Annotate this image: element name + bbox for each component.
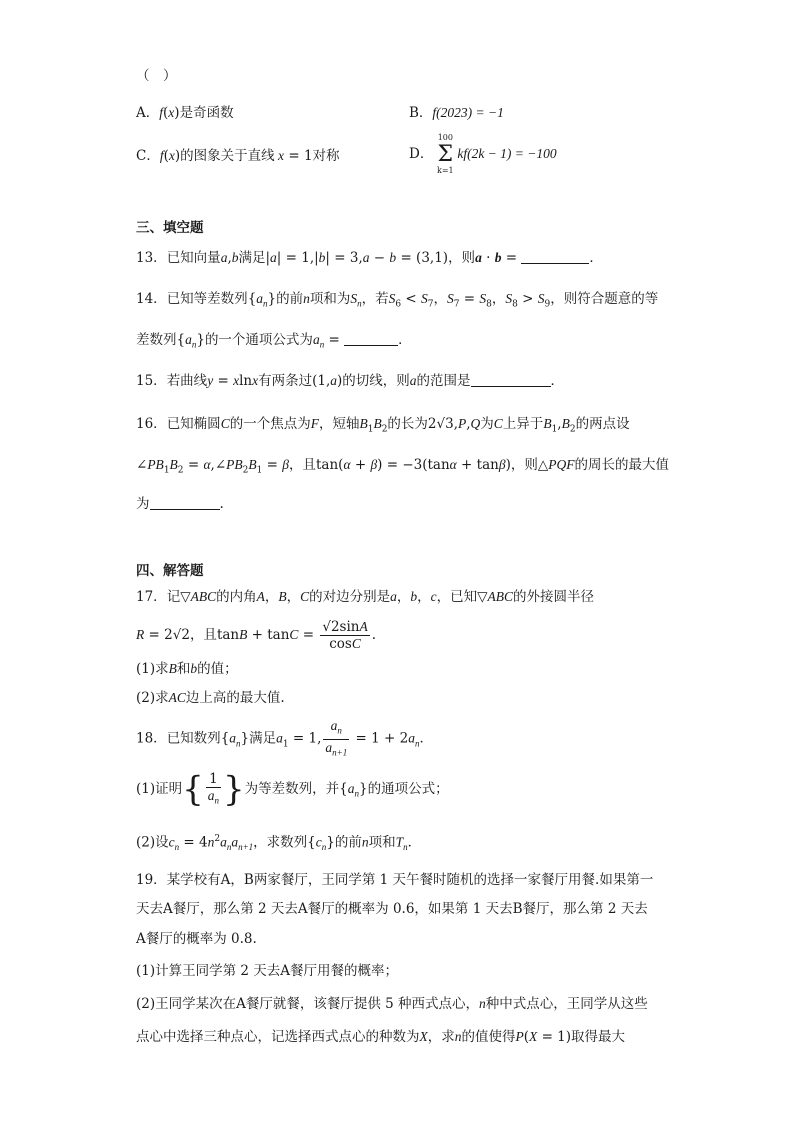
q14-line2: 差数列$\{a_n\}$的一个通项公式为$a_n$ = ． <box>136 332 412 350</box>
answer-blank[interactable] <box>344 345 398 346</box>
q19-line1: 19．某学校有A，B两家餐厅，王同学第 1 天午餐时随机的选择一家餐厅用餐.如果第一 <box>136 872 654 888</box>
q19-line2: 天去A餐厅，那么第 2 天去A餐厅的概率为 0.6，如果第 1 天去B餐厅，那么第 2 天去 <box>136 901 648 917</box>
q16-line3: 为 . <box>136 496 224 512</box>
q17-line1: 17．记▽ABC的内角A，B，C的对边分别是a，b，c，已知▽ABC的外接圆半径 <box>136 589 594 605</box>
q17-part1: (1)求B和b的值； <box>136 661 238 677</box>
answer-blank[interactable] <box>521 263 589 264</box>
q19-part2-line2: 点心中选择三种点心，记选择西式点心的种数为X，求n的值使得P(X = 1)取得最大 <box>136 1029 626 1045</box>
q12-option-c: C．f(x)的图象关于直线 x = 1对称 <box>136 148 340 164</box>
q12-paren: （ ） <box>136 68 177 84</box>
q15: 15．若曲线y = xlnx有两条过(1,a)的切线，则a的范围是 ． <box>136 373 565 389</box>
q19-part2-line1: (2)王同学某次在A餐厅就餐，该餐厅提供 5 种西式点心，n种中式点心，王同学从这些 <box>136 996 648 1012</box>
section-title-fill-blank: 三、填空题 <box>136 220 204 236</box>
q18-part1: (1)证明{ $\frac{1}{a_n}$ }为等差数列，并$\{a_n\}$的通项公式； <box>136 769 449 810</box>
q18-line1: 18．已知数列$\{a_n\}$满足$a_1 = 1$, $\frac{a_n}{a_{n+1}}$ = $1 + 2a_n$． <box>136 718 433 758</box>
q12-option-d: D． 100 Σ k=1 kf(2k − 1) = −100 <box>409 132 557 175</box>
q14-line1: 14．已知等差数列$\{a_n\}$的前n项和为$S_n$，若$S_6 < S_7$，$S_7 = S_8$，$S_8 > S_9$，则符合题意的等 <box>136 291 659 310</box>
q18-part2: (2)设$c_n = 4n^2a_na_{n+1}$，求数列$\{c_n\}$的前n项和$T_n$． <box>136 834 422 853</box>
q19-part1: (1)计算王同学第 2 天去A餐厅用餐的概率； <box>136 963 399 979</box>
q12-option-a: A．f(x)是奇函数 <box>136 105 234 121</box>
answer-blank[interactable] <box>150 509 220 510</box>
sum-symbol: 100 Σ k=1 <box>437 132 454 175</box>
section-title-answer-questions: 四、解答题 <box>136 563 204 579</box>
answer-blank[interactable] <box>471 386 551 387</box>
q17-line2: R = 2√2，且tanB + tanC = $\frac{√2\sin A}{\cos C}$ . <box>136 619 377 652</box>
q13: 13．已知向量a,b满足|a| = 1,|b| = 3,a − b = (3,1)，则a · b = ． <box>136 250 603 266</box>
q19-line3: A餐厅的概率为 0.8. <box>136 931 257 947</box>
q12-option-b: B．f(2023) = −1 <box>409 105 504 121</box>
q16-line1: 16．已知椭圆C的一个焦点为F，短轴$B_1B_2$的长为2√3,P,Q为C上异于$B_1,B_2$的两点设 <box>136 416 630 435</box>
q17-part2: (2)求AC边上高的最大值. <box>136 690 285 706</box>
q16-line2: $\angle PB_1B_2$ = $\alpha,\angle PB_2B_1 = \beta$，且tan(α + β) = −3(tanα + tanβ)，则△PQF的周长的最大值 <box>136 457 669 476</box>
